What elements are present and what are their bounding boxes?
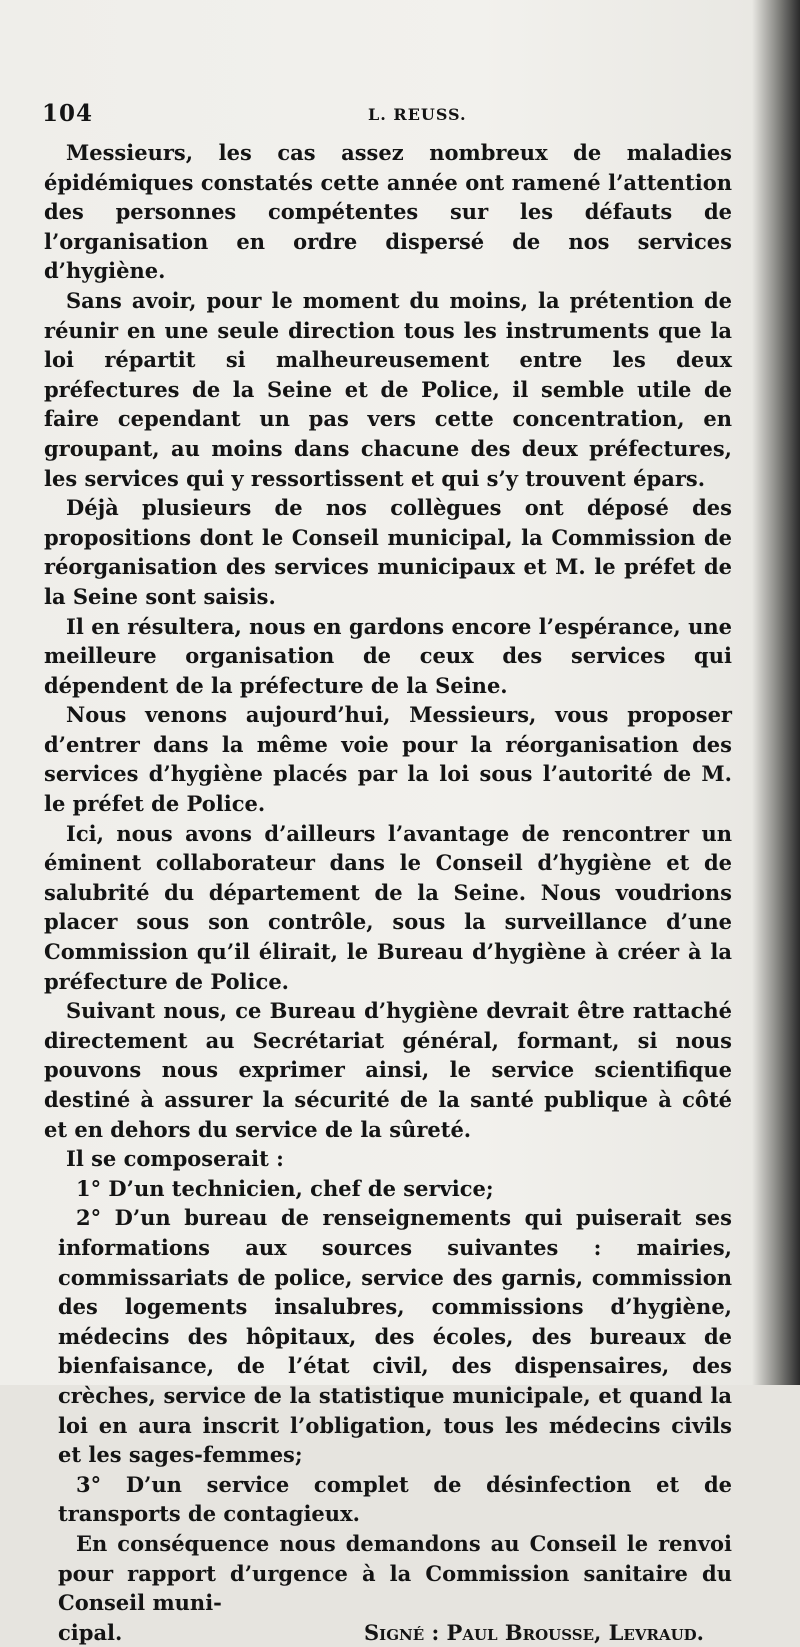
list-item: 3° D’un service complet de désinfection et de transports de contagieux. [58,1471,732,1527]
signature-line [44,1618,732,1647]
running-head: L. REUSS. [368,105,467,124]
closing-text: En conséquence nous demandons au Conseil le renvoi pour rapport d’urgence à la Commission sanitaire du Conseil muni- [58,1530,732,1616]
paragraph: Il se composerait : [66,1146,284,1172]
paragraph: Déjà plusieurs de nos collègues ont déposé des propositions dont le Conseil municipal, la Commission de réorganisation des services municipaux et M. le préfet de la Seine sont saisis. [44,495,732,609]
body-text [44,138,732,1647]
page-header [42,100,732,134]
closing-last-word: cipal. [58,1619,123,1645]
list-item: 2° D’un bureau de renseignements qui puiserait ses informations aux sources suivantes : mairies, commissariats de police, service des garnis, commission des logements insalubres, commissions d’hygiène, médecins des hôpitaux, des écoles, des bureaux de bienfaisance, de l’état civil, des dispensaires, des crèches, service de la statistique municipale, et quand la loi en aura inscrit l’obligation, tous les médecins civils et les sages-femmes; [58,1205,732,1468]
paragraph: Il en résultera, nous en gardons encore l’espérance, une meilleure organisation de ceux des services qui dépendent de la préfecture de la Seine. [44,613,732,698]
page-number: 104 [42,100,94,127]
closing-paragraph [44,1529,732,1618]
list-item: 1° D’un technicien, chef de service; [76,1175,494,1201]
paragraph: Nous venons aujourd’hui, Messieurs, vous proposer d’entrer dans la même voie pour la réorganisation des services d’hygiène placés par la loi sous l’autorité de M. le préfet de Police. [44,702,732,817]
paragraph: Ici, nous avons d’ailleurs l’avantage de rencontrer un éminent collaborateur dans le Conseil d’hygiène et de salubrité du département de la Seine. Nous voudrions placer sous son contrôle, sous la surveillance d’une Commission qu’il élirait, le Bureau d’hygiène à créer à la préfecture de Police. [44,820,732,994]
paragraph: Suivant nous, ce Bureau d’hygiène devrait être rattaché directement au Secrétariat général, formant, si nous pouvons nous exprimer ainsi, le service scientifique destiné à assurer la sécurité de la santé publique à côté et en dehors du service de la sûreté. [44,998,732,1142]
signature: Signé : Paul Brousse, Levraud. [364,1619,704,1645]
paragraph: Messieurs, les cas assez nombreux de maladies épidémiques constatés cette année ont ramené l’attention des personnes compétentes sur les défauts de l’organisation en ordre dispersé de nos services d’hygiène. [44,140,732,284]
paragraph: Sans avoir, pour le moment du moins, la prétention de réunir en une seule direction tous les instruments que la loi répartit si malheureusement entre les deux préfectures de la Seine et de Police, il semble utile de faire cependant un pas vers cette concentration, en groupant, au moins dans chacune des deux préfectures, les services qui y ressortissent et qui s’y trouvent épars. [44,287,732,491]
